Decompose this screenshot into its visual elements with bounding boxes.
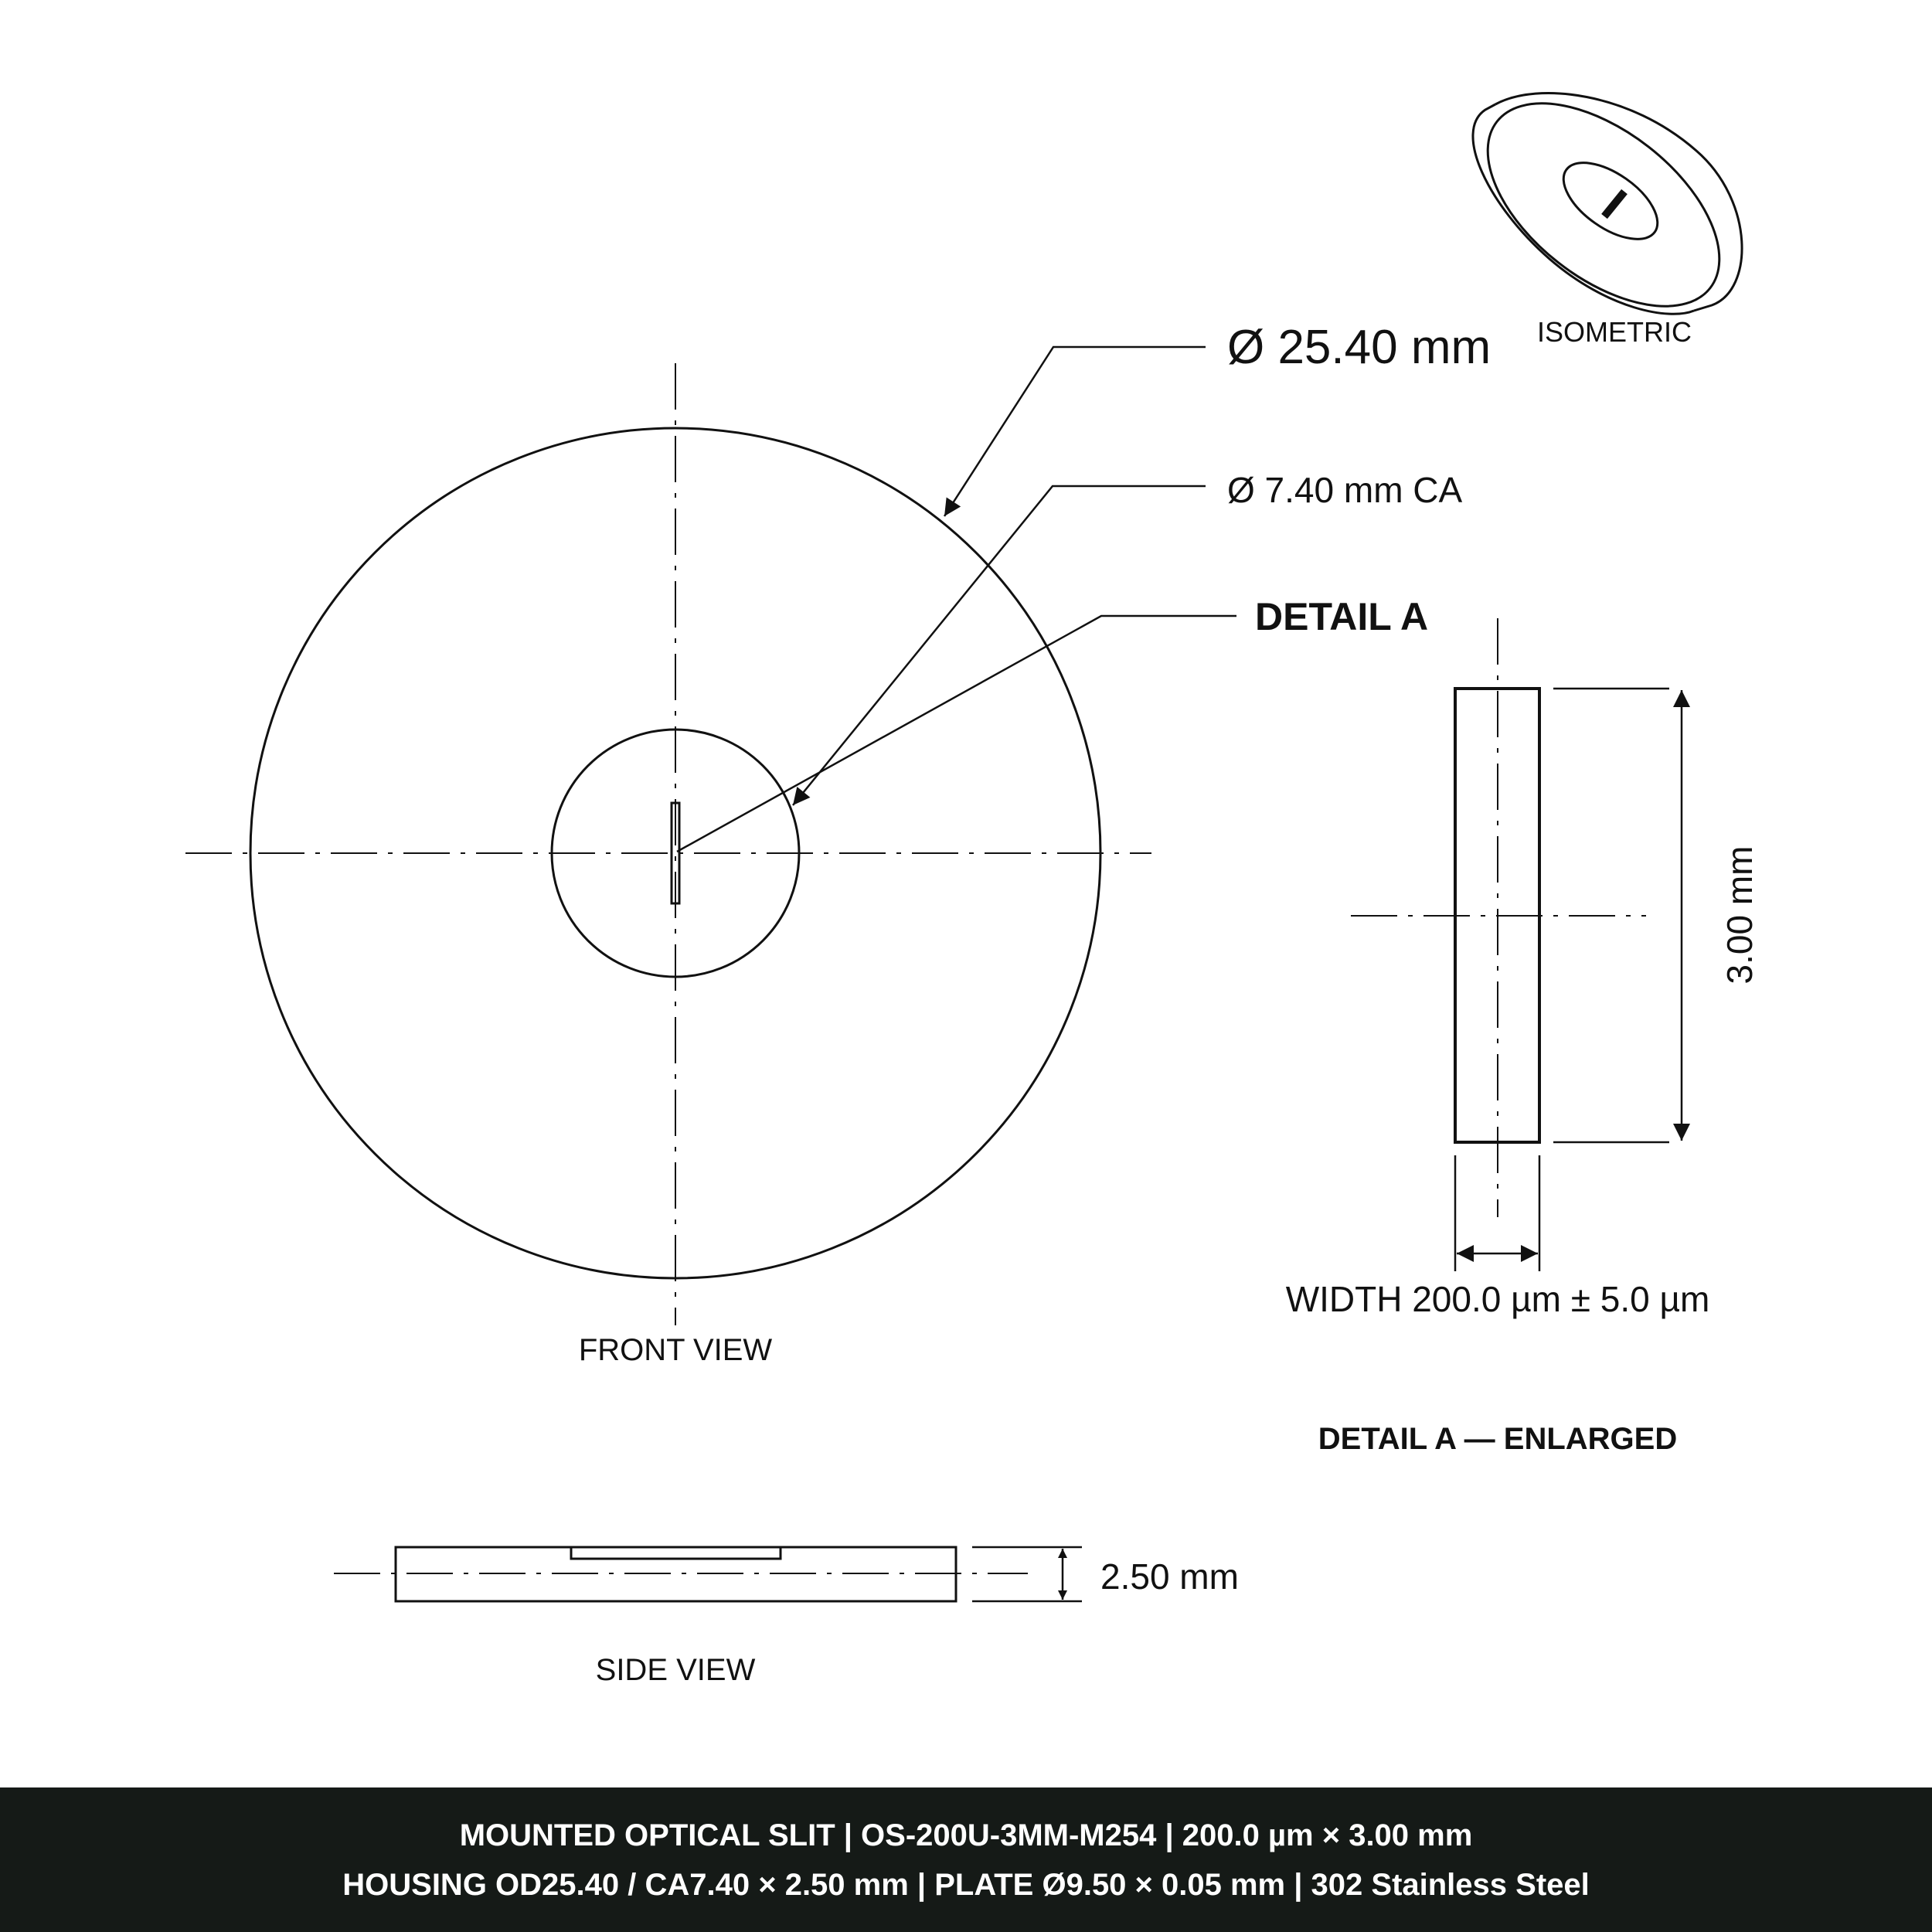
slit-length-label: 3.00 mm bbox=[1719, 845, 1760, 985]
isometric-view bbox=[1452, 63, 1756, 348]
thickness-label: 2.50 mm bbox=[1100, 1556, 1239, 1597]
clear-aperture-label: Ø 7.40 mm CA bbox=[1227, 470, 1463, 510]
isometric-slit bbox=[1604, 192, 1624, 216]
front-view-label: FRONT VIEW bbox=[578, 1333, 773, 1367]
side-slit-plate bbox=[571, 1547, 781, 1559]
outer-diameter-leader bbox=[944, 347, 1206, 516]
title-block bbox=[0, 1787, 1932, 1932]
side-view bbox=[334, 1547, 1239, 1687]
isometric-label: ISOMETRIC bbox=[1536, 316, 1692, 348]
detail-a-leader bbox=[677, 616, 1236, 852]
clear-aperture-leader bbox=[793, 486, 1206, 805]
front-view bbox=[185, 363, 1151, 1367]
slit-width-label: WIDTH 200.0 µm ± 5.0 µm bbox=[1285, 1279, 1710, 1319]
isometric-rim-front bbox=[1473, 104, 1694, 314]
title-line-2: HOUSING OD25.40 / CA7.40 × 2.50 mm | PLATE Ø9.50 × 0.05 mm | 302 Stainless Steel bbox=[342, 1867, 1590, 1902]
detail-a-view bbox=[1286, 618, 1760, 1456]
detail-a-title: DETAIL A — ENLARGED bbox=[1318, 1422, 1678, 1456]
title-line-1: MOUNTED OPTICAL SLIT | OS-200U-3MM-M254 | 200.0 µm × 3.00 mm bbox=[459, 1818, 1473, 1852]
detail-a-callout: DETAIL A bbox=[1255, 595, 1429, 638]
isometric-aperture bbox=[1551, 148, 1671, 254]
side-view-label: SIDE VIEW bbox=[595, 1653, 756, 1687]
outer-diameter-label: Ø 25.40 mm bbox=[1227, 321, 1492, 374]
isometric-face bbox=[1452, 63, 1756, 345]
callouts bbox=[677, 321, 1491, 852]
